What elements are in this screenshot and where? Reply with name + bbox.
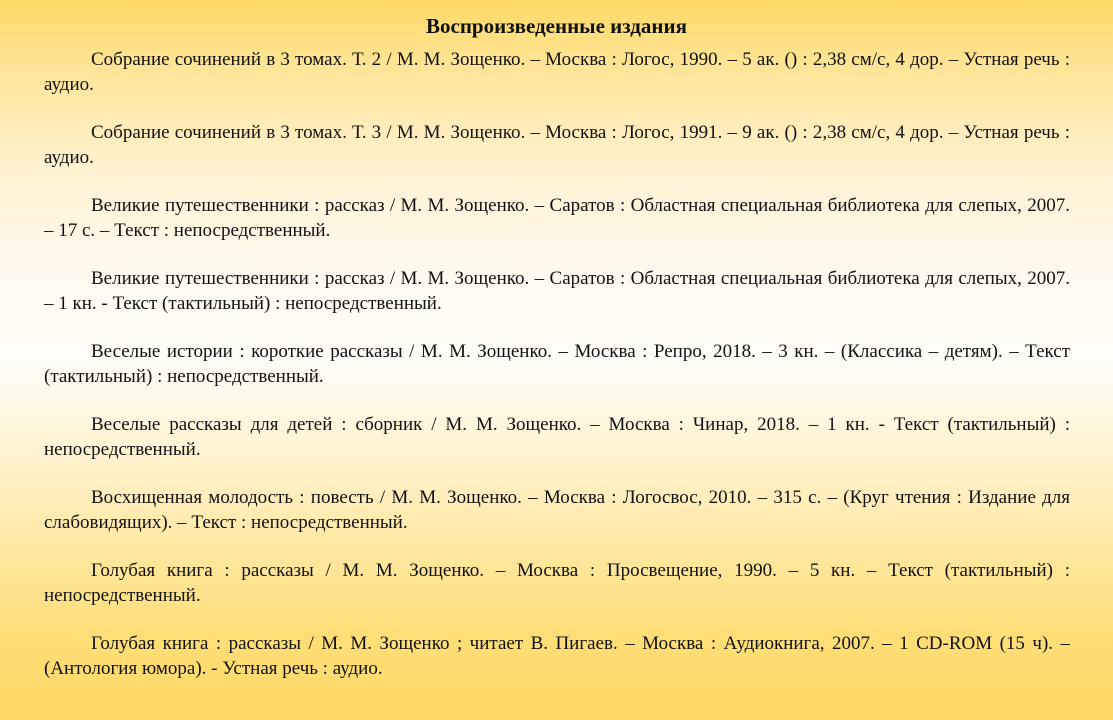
page-title: Воспроизведенные издания (426, 14, 687, 38)
bibliography-entry: Веселые рассказы для детей : сборник / М. М. Зощенко. – Москва : Чинар, 2018. – 1 кн. - Текст (тактильный) : непосредственный. (44, 414, 1070, 460)
bibliography-entry: Веселые истории : короткие рассказы / М. М. Зощенко. – Москва : Репро, 2018. – 3 кн. – (Классика – детям). – Текст (тактильный) : непосредственный. (44, 341, 1070, 387)
bibliography-entry: Великие путешественники : рассказ / М. М. Зощенко. – Саратов : Областная специальная библиотека для слепых, 2007. – 1 кн. - Текст (тактильный) : непосредственный. (44, 268, 1070, 314)
bibliography-entry: Восхищенная молодость : повесть / М. М. Зощенко. – Москва : Логосвос, 2010. – 315 с. – (Круг чтения : Издание для слабовидящих). – Текст : непосредственный. (44, 487, 1070, 533)
bibliography-entry: Голубая книга : рассказы / М. М. Зощенко ; читает В. Пигаев. – Москва : Аудиокнига, 2007. – 1 CD-ROM (15 ч). – (Антология юмора). - Устная речь : аудио. (44, 633, 1070, 679)
bibliography-list (44, 48, 1070, 705)
bibliography-entry: Собрание сочинений в 3 томах. Т. 3 / М. М. Зощенко. – Москва : Логос, 1991. – 9 ак. () : 2,38 см/с, 4 дор. – Устная речь : аудио. (44, 122, 1070, 168)
bibliography-entry: Голубая книга : рассказы / М. М. Зощенко. – Москва : Просвещение, 1990. – 5 кн. – Текст (тактильный) : непосредственный. (44, 560, 1070, 606)
bibliography-entry: Великие путешественники : рассказ / М. М. Зощенко. – Саратов : Областная специальная библиотека для слепых, 2007. – 17 с. – Текст : непосредственный. (44, 195, 1070, 241)
bibliography-entry: Собрание сочинений в 3 томах. Т. 2 / М. М. Зощенко. – Москва : Логос, 1990. – 5 ак. () : 2,38 см/с, 4 дор. – Устная речь : аудио. (44, 49, 1070, 95)
